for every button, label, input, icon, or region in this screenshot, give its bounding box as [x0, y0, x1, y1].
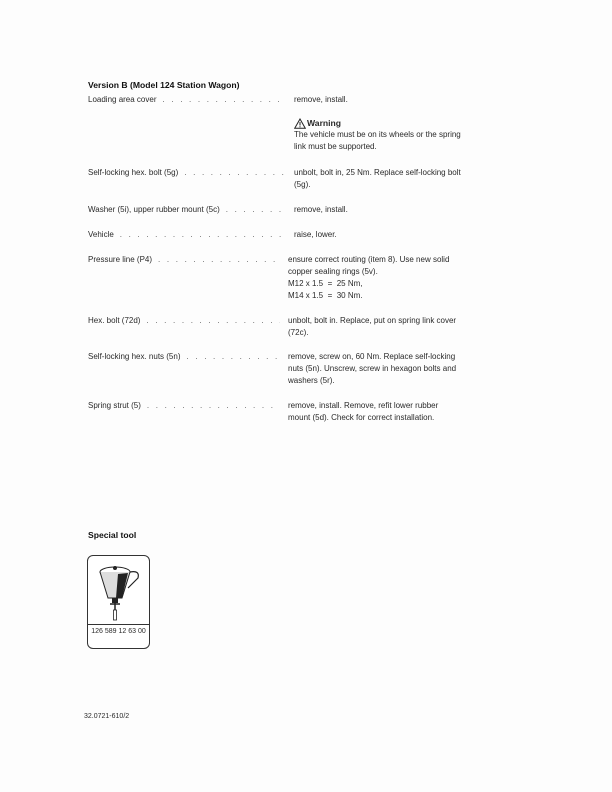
row-desc	[294, 94, 348, 106]
tool-part-number: 126 589 12 63 00	[91, 628, 146, 635]
section-title: Version B (Model 124 Station Wagon)	[88, 80, 240, 90]
dot-leader	[120, 229, 286, 241]
row-desc	[288, 400, 438, 424]
row-desc	[294, 204, 348, 216]
desc-line: ensure correct routing (item 8). Use new solid	[288, 255, 450, 264]
row-desc	[288, 254, 449, 302]
page-footer-code: 32.0721-610/2	[84, 713, 130, 720]
desc-line: raise, lower.	[294, 230, 337, 239]
warning-line: link must be supported.	[294, 142, 377, 151]
row-label	[88, 94, 286, 106]
row-label	[88, 229, 286, 241]
row-desc	[294, 229, 337, 241]
desc-line: washers (5r).	[288, 376, 335, 385]
desc-line: M14 x 1.5 = 30 Nm.	[288, 291, 363, 300]
row-desc	[288, 315, 456, 339]
dot-leader	[226, 204, 286, 216]
desc-line: (5g).	[294, 180, 311, 189]
desc-line: copper sealing rings (5v).	[288, 267, 378, 276]
dot-leader	[147, 400, 280, 412]
row-label	[88, 315, 280, 327]
label-text: Vehicle	[88, 230, 114, 239]
dot-leader	[163, 94, 287, 106]
desc-line: remove, install.	[294, 95, 348, 104]
dot-leader	[146, 315, 280, 327]
dot-leader	[187, 351, 281, 363]
desc-line: remove, screw on, 60 Nm. Replace self-locking	[288, 352, 456, 361]
desc-line: remove, install. Remove, refit lower rubber	[288, 401, 439, 410]
warning-heading	[294, 117, 461, 129]
label-text: Spring strut (5)	[88, 401, 141, 410]
row-desc	[294, 167, 461, 191]
dot-leader	[184, 167, 286, 179]
desc-line: unbolt, bolt in, 25 Nm. Replace self-locking bolt	[294, 168, 461, 177]
label-text: Hex. bolt (72d)	[88, 316, 141, 325]
label-text: Pressure line (P4)	[88, 255, 153, 264]
row-label	[88, 254, 280, 266]
label-text: Loading area cover	[88, 95, 157, 104]
warning-title: Warning	[307, 118, 342, 128]
row-label	[88, 351, 280, 363]
warning-triangle-icon	[294, 118, 306, 129]
label-text: Self-locking hex. bolt (5g)	[88, 168, 179, 177]
row-label	[88, 167, 286, 179]
special-tool-card	[87, 555, 150, 649]
row-label	[88, 400, 280, 412]
row-label	[88, 204, 286, 216]
desc-line: (72c).	[288, 328, 309, 337]
desc-line: mount (5d). Check for correct installation.	[288, 413, 435, 422]
desc-line: unbolt, bolt in. Replace, put on spring link cover	[288, 316, 457, 325]
special-tool-heading: Special tool	[88, 530, 137, 540]
oil-can-tool-icon	[88, 558, 149, 624]
warning-line: The vehicle must be on its wheels or the spring	[294, 130, 461, 139]
divider	[88, 624, 149, 625]
desc-line: nuts (5n). Unscrew, screw in hexagon bolts and	[288, 364, 457, 373]
label-text: Washer (5i), upper rubber mount (5c)	[88, 205, 220, 214]
desc-line: M12 x 1.5 = 25 Nm,	[288, 279, 363, 288]
warning-block	[294, 117, 461, 153]
dot-leader	[158, 254, 280, 266]
row-desc	[288, 351, 456, 387]
label-text: Self-locking hex. nuts (5n)	[88, 352, 181, 361]
desc-line: remove, install.	[294, 205, 348, 214]
